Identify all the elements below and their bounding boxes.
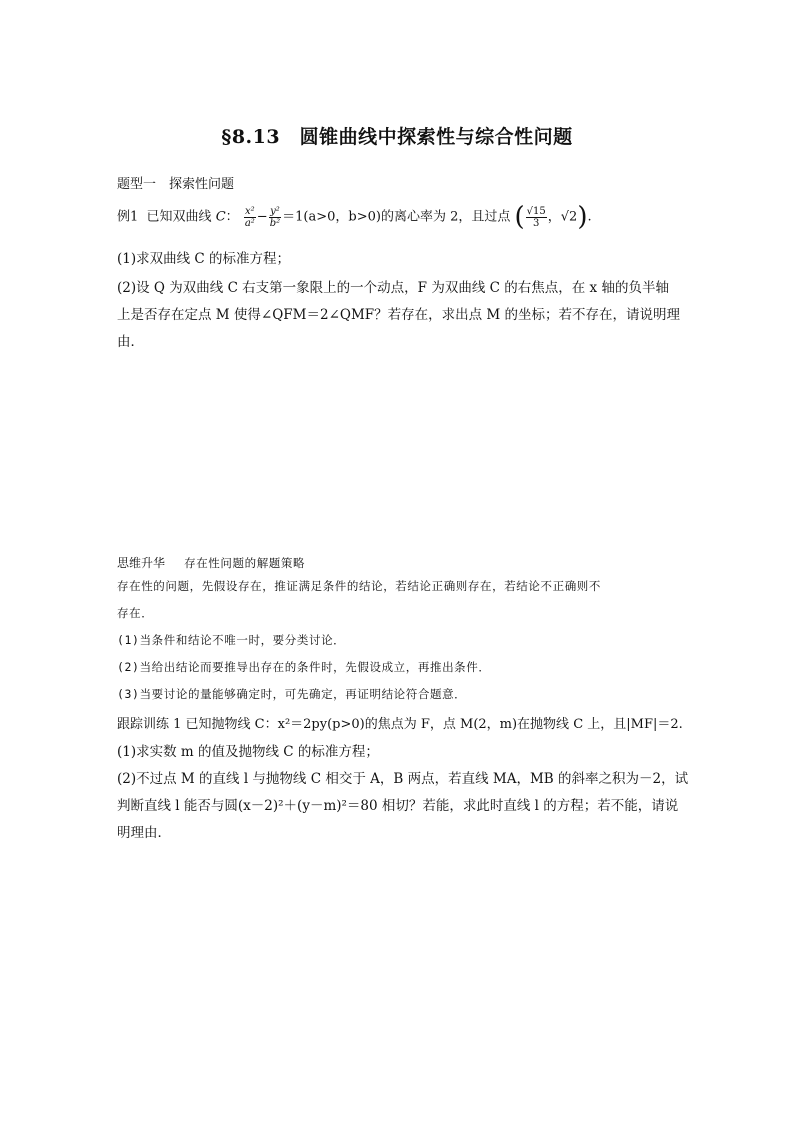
fraction-y2-b2 (269, 206, 281, 229)
example-text-a: 已知双曲线 (146, 209, 212, 225)
example-1-statement (117, 198, 592, 236)
thinking-item-3: (3)当要讨论的量能够确定时，可先确定，再证明结论符合题意． (117, 687, 467, 701)
example-label: 例1 (117, 209, 139, 225)
thinking-line-1: 存在性的问题，先假设存在，推证满足条件的结论，若结论正确则存在，若结论不正确则不 (117, 579, 601, 593)
practice-line-1: 跟踪训练 1 已知抛物线 C：x²＝2py(p>0)的焦点为 F，点 M(2，m)在抛物线 C 上，且|MF|＝2. (117, 717, 683, 732)
example-end: . (587, 209, 592, 225)
fraction-x2-a2 (244, 206, 256, 229)
thinking-item-1: (1)当条件和结论不唯一时，要分类讨论． (117, 633, 346, 647)
practice-line-5: 明理由． (117, 825, 171, 841)
colon: ： (225, 209, 239, 225)
question-2-line-3: 由． (117, 334, 144, 350)
thinking-line-2: 存在． (117, 606, 154, 620)
thinking-heading: 思维升华 (117, 556, 166, 570)
question-2-line-2: 上是否存在定点 M 使得∠QFM＝2∠QMF？若存在，求出点 M 的坐标；若不存在，请说明理 (117, 307, 681, 323)
point-y: √2 (560, 209, 578, 225)
practice-line-4: 判断直线 l 能否与圆(x－2)²＋(y－m)²＝80 相切？若能，求此时直线 l 的方程；若不能，请说 (117, 798, 679, 814)
thinking-subheading: 存在性问题的解题策略 (184, 556, 306, 570)
point-x-denominator: 3 (533, 217, 540, 229)
thinking-item-2: (2)当给出结论而要推导出存在的条件时，先假设成立，再推出条件． (117, 660, 491, 674)
frac2-denominator: b² (269, 217, 281, 229)
section-heading: 题型一 探索性问题 (117, 177, 235, 192)
page-title: §8.13 圆锥曲线中探索性与综合性问题 (221, 126, 573, 148)
point-separator: ， (547, 209, 561, 225)
frac1-numerator: x² (244, 205, 255, 217)
example-text-b: ＝1(a>0，b>0)的离心率为 2，且过点 (282, 209, 511, 225)
curve-var: C (215, 209, 226, 225)
point-x-numerator: √15 (526, 205, 546, 217)
right-paren: ) (577, 202, 588, 232)
thinking-heading-row (117, 552, 305, 571)
practice-line-2: (1)求实数 m 的值及抛物线 C 的标准方程； (117, 744, 379, 760)
minus-sign: − (256, 209, 268, 225)
question-1: (1)求双曲线 C 的标准方程； (117, 251, 291, 267)
point-x-fraction (526, 206, 547, 229)
frac2-numerator: y² (270, 205, 280, 217)
practice-line-3: (2)不过点 M 的直线 l 与抛物线 C 相交于 A，B 两点，若直线 MA，MB 的斜率之积为－2，试 (117, 771, 689, 787)
question-2-line-1: (2)设 Q 为双曲线 C 右支第一象限上的一个动点，F 为双曲线 C 的右焦点，在 x 轴的负半轴 (117, 280, 669, 296)
left-paren: ( (514, 202, 525, 232)
frac1-denominator: a² (244, 217, 255, 229)
